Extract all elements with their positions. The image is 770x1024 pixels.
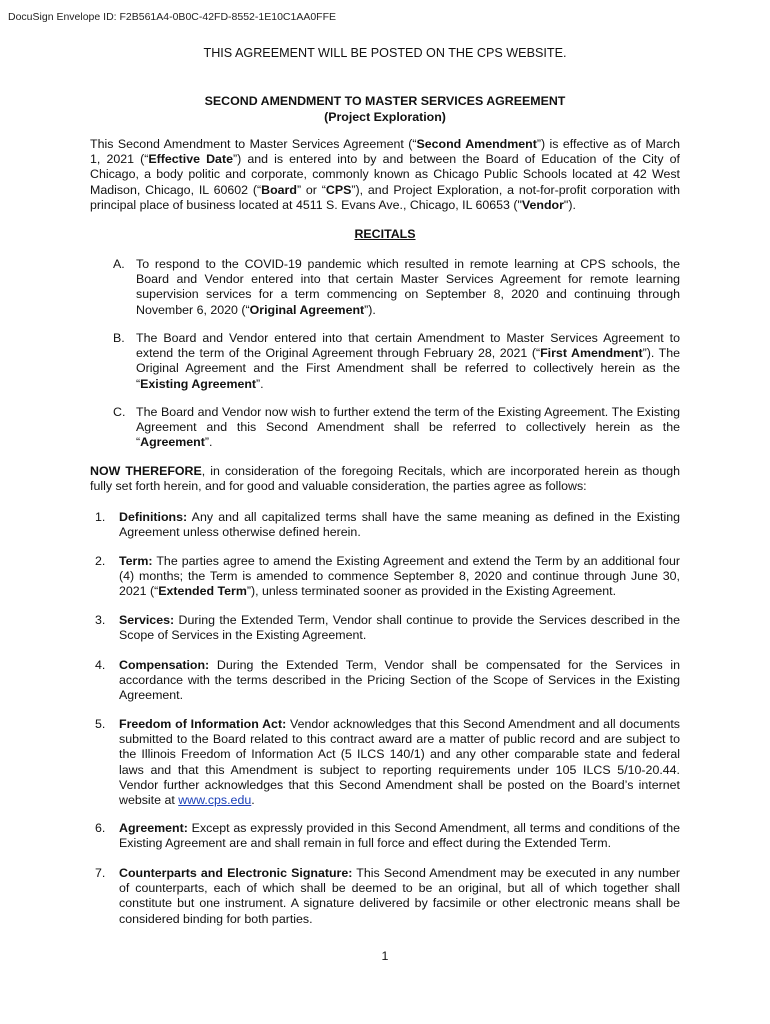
- recital-letter: B.: [113, 331, 125, 345]
- section-definitions: [95, 510, 680, 540]
- term-effective-date: Effective Date: [148, 152, 233, 167]
- section-number: 2.: [95, 554, 106, 568]
- section-number: 6.: [95, 821, 106, 835]
- recital-letter: C.: [113, 405, 126, 419]
- section-text: Definitions: Any and all capitalized terms shall have the same meaning as defined in the Existing Agreement unless otherwise defined herein.: [119, 510, 680, 540]
- document-title: [0, 93, 770, 125]
- title-main: SECOND AMENDMENT TO MASTER SERVICES AGREEMENT: [204, 94, 566, 108]
- term-second-amendment: Second Amendment: [416, 137, 537, 151]
- section-label: Term:: [119, 554, 153, 568]
- recitals-heading: RECITALS: [354, 227, 416, 241]
- section-number: 3.: [95, 613, 106, 627]
- section-label: Counterparts and Electronic Signature:: [119, 866, 353, 880]
- section-text: Term: The parties agree to amend the Existing Agreement and extend the Term by an additional four (4) months; the Term is amended to commence September 8, 2020 and continue through June 30, 2021 (“Extended Term”), unless terminated sooner as provided in the Existing Agreement.: [119, 554, 680, 599]
- section-label: Services:: [119, 613, 175, 627]
- docusign-envelope-id: DocuSign Envelope ID: F2B561A4-0B0C-42FD-8552-1E10C1AA0FFE: [8, 11, 337, 23]
- intro-paragraph: This Second Amendment to Master Services Agreement (“Second Amendment”) is effective as of March 1, 2021 (“Effective Date”) and is entered into by and between the Board of Education of the City of Chicago, a body politic and corporate, commonly known as Chicago Public Schools located at 42 West Madison, Chicago, IL 60602 (“Board” or “CPS”), and Project Exploration, a not-for-profit corporation with principal place of business located at 4511 S. Evans Ave., Chicago, IL 60653 ("Vendor").: [90, 137, 681, 212]
- posted-notice: THIS AGREEMENT WILL BE POSTED ON THE CPS WEBSITE.: [203, 46, 567, 60]
- section-number: 5.: [95, 717, 106, 731]
- term-board: Board: [261, 182, 297, 197]
- section-label: Compensation:: [119, 658, 210, 672]
- recital-letter: A.: [113, 257, 125, 271]
- term-vendor: Vendor: [521, 197, 564, 212]
- page-number: 1: [381, 949, 389, 963]
- section-term: [95, 554, 680, 600]
- section-text: Services: During the Extended Term, Vendor shall continue to provide the Services described in the Scope of Services in the Existing Agreement.: [119, 613, 680, 643]
- title-subtitle: (Project Exploration): [324, 110, 446, 124]
- section-label: Freedom of Information Act:: [119, 717, 287, 731]
- section-number: 7.: [95, 866, 106, 880]
- recital-text: The Board and Vendor entered into that certain Amendment to Master Services Agreement to extend the term of the Original Agreement through February 28, 2021 (“First Amendment”). The Original Agreement and the First Amendment shall be referred to collectively herein as the “Existing Agreement”.: [136, 331, 681, 391]
- section-text: Agreement: Except as expressly provided in this Second Amendment, all terms and conditions of the Existing Agreement are and shall remain in full force and effect during the Extended Term.: [119, 821, 680, 851]
- recital-a: [113, 257, 680, 318]
- section-counterparts: [95, 866, 680, 927]
- section-foia: [95, 717, 680, 808]
- section-label: Agreement:: [119, 821, 188, 835]
- section-agreement: [95, 821, 680, 851]
- section-number: 4.: [95, 658, 106, 672]
- recital-text: The Board and Vendor now wish to further extend the term of the Existing Agreement. The Existing Agreement and this Second Amendment shall be referred to collectively herein as the “Agreement”.: [136, 405, 680, 450]
- section-services: [95, 613, 680, 643]
- recital-c: [113, 405, 680, 451]
- term-cps: CPS: [325, 182, 352, 197]
- section-text: Counterparts and Electronic Signature: This Second Amendment may be executed in any number of counterparts, each of which shall be deemed to be an original, but all of which together shall constitute but one instrument. A signature delivered by facsimile or other electronic means shall be considered binding for both parties.: [119, 866, 680, 926]
- section-compensation: [95, 658, 680, 704]
- section-text: Compensation: During the Extended Term, Vendor shall be compensated for the Services in accordance with the terms described in the Pricing Section of the Scope of Services in the Existing Agreement.: [119, 658, 680, 703]
- section-number: 1.: [95, 510, 106, 524]
- section-text: Freedom of Information Act: Vendor acknowledges that this Second Amendment and all documents submitted to the Board related to this contract award are a matter of public record and are subject to the Illinois Freedom of Information Act (5 ILCS 140/1) and any other comparable state and federal laws and that this Amendment is subject to reporting requirements under 105 ILCS 5/10-20.44. Vendor further acknowledges that this Second Amendment shall be posted on the Board’s internet website at www.cps.edu.: [119, 717, 680, 808]
- recital-text: To respond to the COVID-19 pandemic which resulted in remote learning at CPS schools, the Board and Vendor entered into that certain Master Services Agreement for remote learning supervision services for a term commencing on September 8, 2020 and continuing through November 6, 2020 (“Original Agreement”).: [136, 257, 680, 317]
- now-therefore-paragraph: NOW THEREFORE, in consideration of the foregoing Recitals, which are incorporated herein as though fully set forth herein, and for good and valuable consideration, the parties agree as follows:: [90, 464, 680, 494]
- cps-website-link[interactable]: www.cps.edu: [178, 793, 252, 808]
- recital-b: [113, 331, 680, 392]
- section-label: Definitions:: [119, 510, 188, 524]
